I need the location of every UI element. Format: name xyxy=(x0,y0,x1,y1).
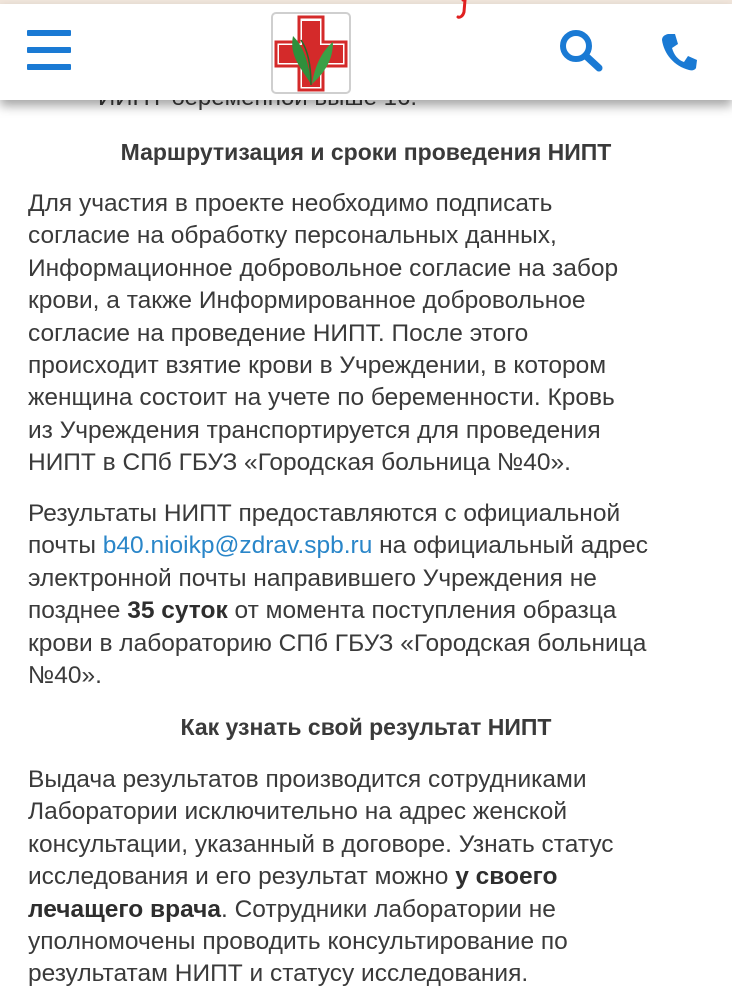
paragraph-line xyxy=(28,894,718,926)
paragraph-line xyxy=(28,861,718,893)
paragraph-line: консультации, указанный в договоре. Узнать статус xyxy=(28,830,614,858)
paragraph-line: из Учреждения транспортируется для проведения xyxy=(28,416,601,444)
paragraph-line: крови в лабораторию СПб ГБУЗ «Городская больница xyxy=(28,629,647,657)
paragraph-line: женщина состоит на учете по беременности. Кровь xyxy=(28,384,615,412)
bold-deadline: 35 суток xyxy=(127,597,228,625)
email-link[interactable]: b40.nioikp@zdrav.spb.ru xyxy=(102,532,373,560)
paragraph-line: №40». xyxy=(28,662,102,690)
paragraph-line: Информационное добровольное согласие на забор xyxy=(28,254,619,282)
text-fragment: от момента поступления образца xyxy=(227,597,617,625)
paragraph-line: происходит взятие крови в Учреждении, в котором xyxy=(28,352,607,380)
paragraph-participation xyxy=(28,188,718,480)
paragraph-line: электронной почты направившего Учреждения не xyxy=(28,564,597,592)
red-mark-decoration xyxy=(456,0,468,20)
paragraph-line: НИПТ в СПб ГБУЗ «Городская больница №40». xyxy=(28,449,571,477)
hamburger-menu-icon[interactable] xyxy=(27,30,73,70)
paragraph-line: Для участия в проекте необходимо подписать xyxy=(28,190,553,217)
paragraph-line: согласие на проведение НИПТ. После этого xyxy=(28,319,529,347)
phone-icon[interactable] xyxy=(660,32,698,72)
bold-doctor: лечащего врача xyxy=(28,895,221,923)
paragraph-line: результатам НИПТ и статусу исследования. xyxy=(28,960,529,988)
paragraph-line: согласие на обработку персональных данных, xyxy=(28,222,557,250)
search-icon[interactable] xyxy=(558,28,604,72)
bold-doctor: у своего xyxy=(455,863,558,891)
site-header xyxy=(0,4,732,100)
text-fragment: исследования и его результат можно xyxy=(28,863,456,891)
paragraph-line: уполномочены проводить консультирование по xyxy=(28,928,568,956)
section-heading-routing: Маршрутизация и сроки проведения НИПТ xyxy=(120,139,612,165)
text-fragment: почты xyxy=(28,532,103,560)
paragraph-line: Результаты НИПТ предоставляются с официальной xyxy=(28,500,621,527)
paragraph-line xyxy=(28,595,718,627)
medical-cross-logo-icon[interactable] xyxy=(271,12,351,94)
paragraph-result-issuance xyxy=(28,764,718,991)
section-heading-how-to-get-result: Как узнать свой результат НИПТ xyxy=(180,714,552,740)
text-fragment: на официальный адрес xyxy=(372,532,649,560)
text-fragment: позднее xyxy=(28,597,128,625)
paragraph-line: крови, а также Информированное добровольное xyxy=(28,287,586,315)
text-fragment: . Сотрудники лаборатории не xyxy=(220,895,556,923)
paragraph-results-delivery xyxy=(28,498,718,692)
paragraph-line: Выдача результатов производится сотрудниками xyxy=(28,766,587,793)
paragraph-line xyxy=(28,530,718,562)
paragraph-line: Лаборатории исключительно на адрес женской xyxy=(28,798,568,826)
